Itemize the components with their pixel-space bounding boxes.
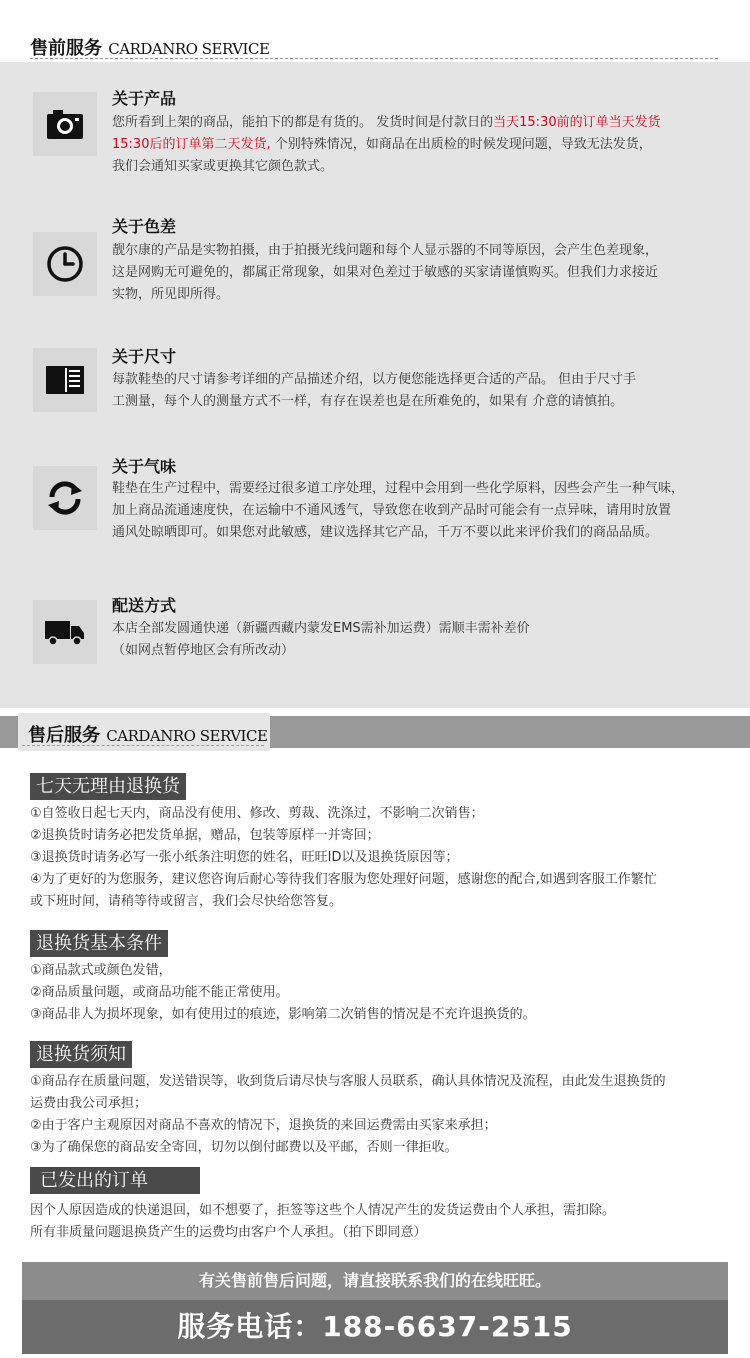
- truck-icon: [33, 600, 97, 664]
- delivery-title: 配送方式: [112, 596, 177, 615]
- smell-text: [112, 478, 732, 544]
- refresh-icon: [33, 466, 97, 530]
- list-item: 所有非质量问题退换货产生的运费均由客户个人承担。（拍下即同意）: [30, 1225, 427, 1240]
- list-item: ④为了更好的为您服务，建议您咨询后耐心等待我们客服为您处理好问题，感谢您的配合,如遇到客服工作繁忙: [30, 872, 657, 887]
- list-item: ①商品存在质量问题，发送错误等，收到货后请尽快与客服人员联系，确认具体情况及流程，由此发生退换货的: [30, 1074, 666, 1089]
- list-item: ③退换货时请务必写一张小纸条注明您的姓名，旺旺ID以及退换货原因等；: [30, 850, 459, 865]
- return-notice-block: [30, 1041, 730, 1159]
- list-item: ③为了确保您的商品安全寄回，切勿以倒付邮费以及平邮，否则一律拒收。: [30, 1140, 458, 1155]
- return-conditions-block: [30, 930, 730, 1026]
- aftersale-title-en: CARDANRO SERVICE: [106, 727, 268, 745]
- presale-title-cn: 售前服务: [30, 38, 102, 59]
- list-item: ②退换货时请务必把发货单据，赠品，包装等原样一并寄回；: [30, 828, 380, 843]
- color-title: 关于色差: [112, 217, 177, 236]
- aftersale-divider: [22, 745, 264, 746]
- aftersale-tab: [18, 713, 270, 751]
- presale-title: [30, 34, 269, 60]
- color-text: [112, 240, 732, 306]
- smell-line-3: 通风处晾晒即可。如果您对此敏感，建议选择其它产品，千万不要以此来评价我们的商品品质。: [112, 525, 659, 540]
- return-7days-lines: [30, 803, 730, 913]
- list-item: 或下班时间，请稍等待或留言，我们会尽快给您答复。: [30, 894, 343, 909]
- aftersale-title: [28, 721, 267, 747]
- return-notice-label: 退换货须知: [30, 1041, 132, 1068]
- product-text: [112, 112, 732, 178]
- footer-phone: 服务电话：188-6637-2515: [22, 1300, 728, 1354]
- return-conditions-lines: [30, 960, 730, 1026]
- delivery-line-2: （如网点暂停地区会有所改动）: [112, 643, 295, 658]
- color-line-1: 靓尔康的产品是实物拍摄，由于拍摄光线问题和每个人显示器的不同等原因，会产生色差现象，: [112, 243, 659, 258]
- return-7days-block: [30, 773, 730, 913]
- delivery-line-1: 本店全部发圆通快递（新疆西藏内蒙发EMS需补加运费）需顺丰需补差价: [112, 621, 530, 636]
- list-item: ②由于客户主观原因对商品不喜欢的情况下，退换货的来回运费需由买家来承担；: [30, 1118, 497, 1133]
- next-day-shipping-note: 15:30后的订单第二天发货,: [112, 137, 271, 152]
- return-conditions-label: 退换货基本条件: [30, 930, 168, 957]
- shipped-orders-block: [30, 1167, 730, 1244]
- list-item: 运费由我公司承担；: [30, 1096, 148, 1111]
- color-line-3: 实物，所见即所得。: [112, 287, 230, 302]
- shipped-orders-lines: [30, 1200, 730, 1244]
- list-item: ①自签收日起七天内，商品没有使用、修改、剪裁、洗涤过，不影响二次销售；: [30, 806, 484, 821]
- size-line-1: 每款鞋垫的尺寸请参考详细的产品描述介绍，以方便您能选择更合适的产品。 但由于尺寸手: [112, 372, 637, 387]
- list-item: 因个人原因造成的快递退回，如不想要了，拒签等这些个人情况产生的发货运费由个人承担，需扣除。: [30, 1203, 616, 1218]
- camera-icon: [33, 92, 97, 156]
- size-title: 关于尺寸: [112, 347, 177, 366]
- return-7days-label: 七天无理由退换货: [30, 773, 186, 800]
- aftersale-header: [0, 716, 750, 748]
- aftersale-title-cn: 售后服务: [28, 725, 100, 746]
- list-item: ③商品非人为损坏现象，如有使用过的痕迹，影响第二次销售的情况是不充许退换货的。: [30, 1007, 536, 1022]
- smell-line-1: 鞋垫在生产过程中，需要经过很多道工序处理，过程中会用到一些化学原料，因些会产生一种气味，: [112, 481, 685, 496]
- color-line-2: 这是网购无可避免的，都属正常现象，如果对色差过于敏感的买家请谨慎购买。但我们力求接近: [112, 265, 659, 280]
- presale-panel: [0, 62, 750, 708]
- presale-header: [0, 0, 750, 60]
- list-item: ①商品款式或颜色发错，: [30, 963, 172, 978]
- smell-line-2: 加上商品流通速度快，在运输中不通风透气，导致您在收到产品时可能会有一点异味，请用时放置: [112, 503, 672, 518]
- presale-divider: [30, 58, 718, 59]
- list-item: ②商品质量问题，或商品功能不能正常使用。: [30, 985, 289, 1000]
- product-line-2: 15:30后的订单第二天发货, 个别特殊情况，如商品在出质检的时候发现问题，导致无法发货，: [112, 137, 652, 152]
- same-day-shipping-note: 当天15:30前的订单当天发货: [493, 115, 661, 130]
- footer-notice: 有关售前售后问题，请直接联系我们的在线旺旺。: [22, 1262, 728, 1300]
- return-notice-lines: [30, 1071, 730, 1159]
- product-line-3: 我们会通知买家或更换其它颜色款式。: [112, 159, 334, 174]
- size-line-2: 工测量，每个人的测量方式不一样，有存在误差也是在所难免的，如果有 介意的请慎拍。: [112, 394, 624, 409]
- clock-icon: [33, 232, 97, 296]
- ruler-card-icon: [33, 348, 97, 412]
- delivery-text: [112, 618, 732, 662]
- product-title: 关于产品: [112, 89, 177, 108]
- shipped-orders-label: 已发出的订单: [30, 1167, 200, 1194]
- smell-title: 关于气味: [112, 457, 177, 476]
- presale-title-en: CARDANRO SERVICE: [108, 40, 270, 58]
- product-line-1: 您所看到上架的商品，能拍下的都是有货的。 发货时间是付款日的当天15:30前的订单当天发货: [112, 115, 661, 130]
- size-text: [112, 369, 732, 413]
